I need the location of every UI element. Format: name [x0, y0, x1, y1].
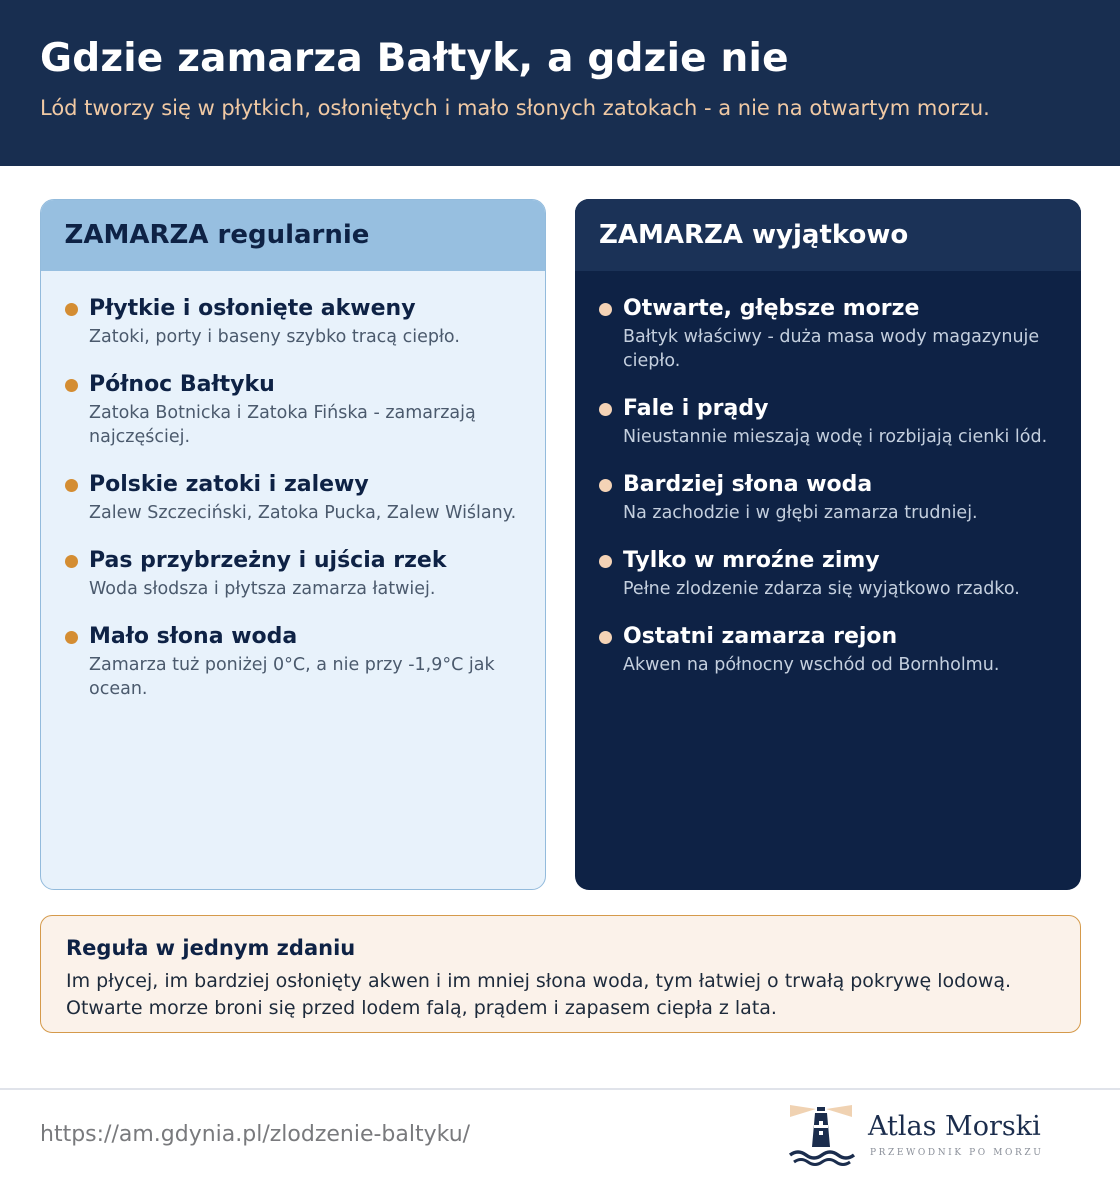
logo-name: Atlas Morski	[868, 1111, 1041, 1142]
card-title: ZAMARZA regularnie	[40, 199, 546, 271]
header	[0, 0, 1120, 166]
list-item	[65, 371, 521, 449]
item-description: Nieustannie mieszają wodę i rozbijają cienki lód.	[623, 427, 1048, 447]
item-title: Otwarte, głębsze morze	[623, 296, 920, 321]
page-title: Gdzie zamarza Bałtyk, a gdzie nie	[40, 36, 789, 81]
rule-title: Reguła w jednym zdaniu	[66, 936, 356, 960]
item-description: Zamarza tuż poniżej 0°C, a nie przy -1,9°C jak ocean.	[89, 654, 495, 699]
item-title: Fale i prądy	[623, 396, 769, 421]
logo-tagline: PRZEWODNIK PO MORZU	[870, 1148, 1044, 1158]
footer-divider	[0, 1088, 1120, 1090]
list-item	[65, 623, 521, 701]
item-title: Płytkie i osłonięte akweny	[89, 295, 416, 321]
item-title: Pas przybrzeżny i ujścia rzek	[89, 547, 447, 573]
bullet-dot-icon	[65, 555, 78, 568]
list-item	[599, 471, 1057, 525]
bullet-dot-icon	[65, 303, 78, 316]
rule-text: Im płycej, im bardziej osłonięty akwen i im mniej słona woda, tym łatwiej o trwałą pokrywę lodową. Otwarte morze broni się przed lodem falą, prądem i zapasem ciepła z lata.	[66, 970, 1012, 1019]
list-item	[599, 547, 1057, 601]
item-list	[41, 271, 545, 701]
card-title: ZAMARZA wyjątkowo	[575, 199, 1081, 271]
bullet-dot-icon	[65, 479, 78, 492]
card-freezes-exceptionally	[575, 199, 1081, 890]
bullet-dot-icon	[599, 631, 612, 644]
item-title: Tylko w mroźne zimy	[623, 548, 880, 573]
list-item	[65, 547, 521, 601]
item-description: Zatoka Botnicka i Zatoka Fińska - zamarzają najczęściej.	[89, 402, 476, 447]
item-description: Woda słodsza i płytsza zamarza łatwiej.	[89, 578, 436, 599]
item-description: Na zachodzie i w głębi zamarza trudniej.	[623, 503, 978, 523]
card-freezes-regularly	[40, 199, 546, 890]
lighthouse-icon	[786, 1101, 856, 1167]
item-description: Pełne zlodzenie zdarza się wyjątkowo rzadko.	[623, 579, 1020, 599]
atlas-morski-logo	[786, 1101, 1046, 1167]
page-subtitle: Lód tworzy się w płytkich, osłoniętych i mało słonych zatokach - a nie na otwartym morzu.	[40, 96, 990, 120]
source-url[interactable]: https://am.gdynia.pl/zlodzenie-baltyku/	[40, 1122, 471, 1147]
list-item	[65, 471, 521, 525]
rule-box	[40, 915, 1081, 1033]
bullet-dot-icon	[65, 379, 78, 392]
bullet-dot-icon	[65, 631, 78, 644]
bullet-dot-icon	[599, 403, 612, 416]
item-description: Akwen na północny wschód od Bornholmu.	[623, 655, 1000, 675]
item-description: Zalew Szczeciński, Zatoka Pucka, Zalew Wiślany.	[89, 502, 517, 523]
item-description: Bałtyk właściwy - duża masa wody magazynuje ciepło.	[623, 327, 1040, 371]
item-title: Północ Bałtyku	[89, 371, 275, 397]
item-title: Mało słona woda	[89, 623, 298, 649]
list-item	[599, 395, 1057, 449]
list-item	[599, 623, 1057, 677]
list-item	[599, 295, 1057, 373]
list-item	[65, 295, 521, 349]
bullet-dot-icon	[599, 479, 612, 492]
item-list	[575, 271, 1081, 677]
item-title: Ostatni zamarza rejon	[623, 624, 898, 649]
bullet-dot-icon	[599, 303, 612, 316]
bullet-dot-icon	[599, 555, 612, 568]
item-title: Bardziej słona woda	[623, 472, 873, 497]
item-title: Polskie zatoki i zalewy	[89, 471, 369, 497]
item-description: Zatoki, porty i baseny szybko tracą ciepło.	[89, 326, 460, 347]
